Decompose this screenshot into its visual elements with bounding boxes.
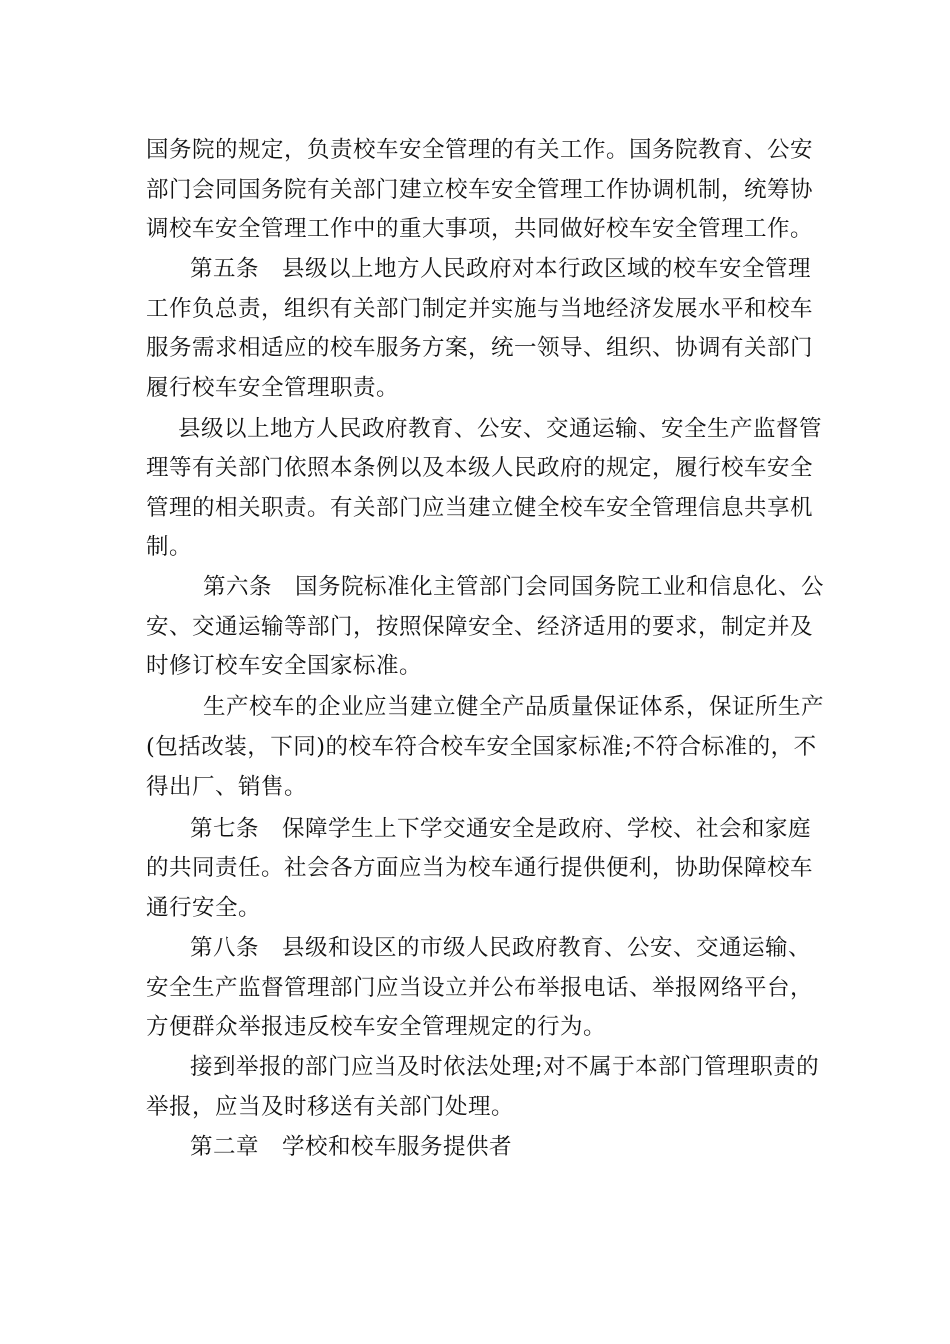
paragraph-first-line: 县级以上地方人民政府教育、公安、交通运输、安全生产监督管 — [178, 416, 823, 442]
text-line: 服务需求相适应的校车服务方案，统一领导、组织、协调有关部门 — [146, 335, 814, 361]
text-line: 安全生产监督管理部门应当设立并公布举报电话、举报网络平台， — [146, 975, 814, 1001]
text-line: 安、交通运输等部门，按照保障安全、经济适用的要求，制定并及 — [146, 614, 814, 640]
text-line: 理等有关部门依照本条例以及本级人民政府的规定，履行校车安全 — [146, 455, 814, 481]
paragraph-first-line: 生产校车的企业应当建立健全产品质量保证体系，保证所生产 — [203, 694, 825, 720]
article-7-first-line: 第七条 保障学生上下学交通安全是政府、学校、社会和家庭 — [190, 816, 812, 842]
article-5-first-line: 第五条 县级以上地方人民政府对本行政区域的校车安全管理 — [190, 256, 812, 282]
text-line: 管理的相关职责。有关部门应当建立健全校车安全管理信息共享机 — [146, 495, 814, 521]
text-line: 得出厂、销售。 — [146, 774, 308, 800]
chapter-heading: 第二章 学校和校车服务提供者 — [190, 1134, 513, 1160]
text-line: 调校车安全管理工作中的重大事项，共同做好校车安全管理工作。 — [146, 216, 814, 242]
text-line: 通行安全。 — [146, 895, 262, 921]
text-line: (包括改装，下同)的校车符合校车安全国家标准;不符合标准的，不 — [146, 734, 817, 760]
text-line: 时修订校车安全国家标准。 — [146, 653, 423, 679]
text-line: 部门会同国务院有关部门建立校车安全管理工作协调机制，统筹协 — [146, 177, 814, 203]
text-line: 履行校车安全管理职责。 — [146, 375, 400, 401]
text-line: 举报，应当及时移送有关部门处理。 — [146, 1094, 515, 1120]
text-line: 制。 — [146, 534, 193, 560]
text-line: 方便群众举报违反校车安全管理规定的行为。 — [146, 1014, 607, 1040]
paragraph-first-line: 接到举报的部门应当及时依法处理;对不属于本部门管理职责的 — [190, 1054, 820, 1080]
text-line: 工作负总责，组织有关部门制定并实施与当地经济发展水平和校车 — [146, 296, 814, 322]
article-6-first-line: 第六条 国务院标准化主管部门会同国务院工业和信息化、公 — [203, 574, 825, 600]
text-line: 国务院的规定，负责校车安全管理的有关工作。国务院教育、公安 — [146, 137, 814, 163]
text-line: 的共同责任。社会各方面应当为校车通行提供便利，协助保障校车 — [146, 855, 814, 881]
article-8-first-line: 第八条 县级和设区的市级人民政府教育、公安、交通运输、 — [190, 935, 812, 961]
